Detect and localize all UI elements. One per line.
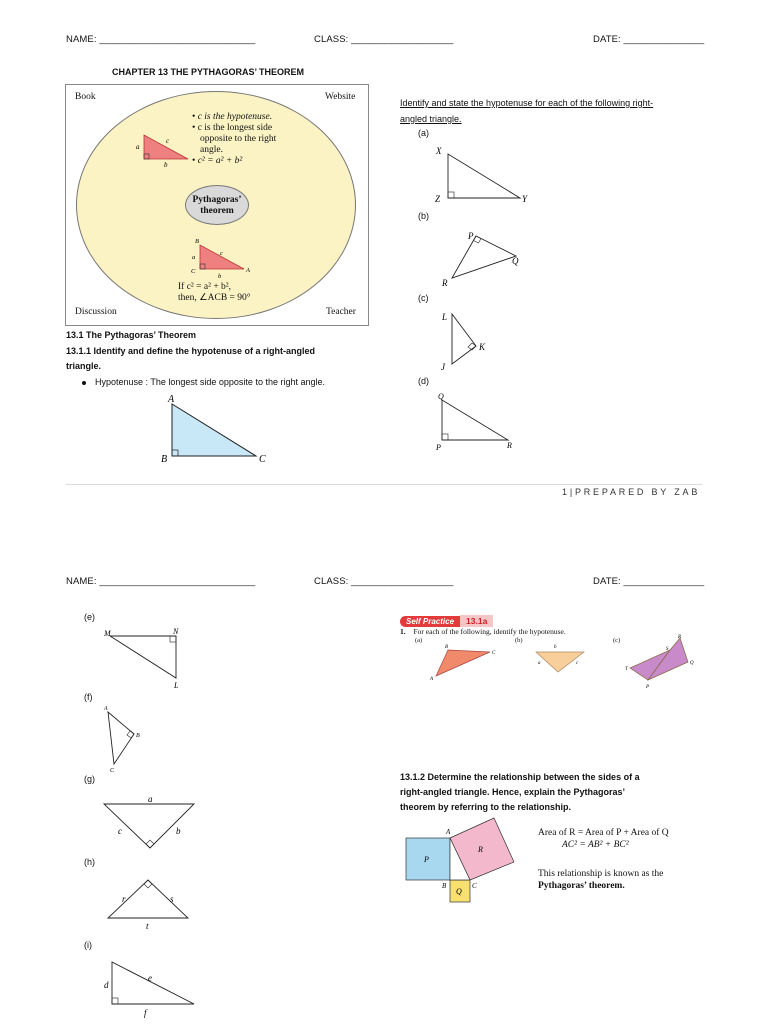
- footer-text: PREPARED BY ZAB: [574, 487, 701, 497]
- sp-triangle-b: [530, 640, 594, 680]
- known-line-1: This relationship is known as the: [538, 869, 664, 879]
- class-field-label: CLASS: ___________________: [314, 34, 454, 45]
- svg-text:K: K: [479, 342, 486, 352]
- footer-separator: |: [569, 487, 575, 497]
- svg-text:Z: Z: [435, 194, 441, 204]
- self-practice-question: [400, 627, 566, 636]
- page-divider: [66, 484, 702, 485]
- svg-text:R: R: [478, 845, 483, 854]
- svg-text:Q: Q: [438, 392, 444, 401]
- sp-triangles-c: [620, 632, 700, 694]
- triangle-jkl: [436, 306, 506, 374]
- svg-text:f: f: [144, 1008, 147, 1018]
- svg-text:P: P: [646, 685, 650, 690]
- svg-text:A: A: [430, 677, 434, 682]
- svg-text:e: e: [148, 973, 152, 983]
- corner-teacher: Teacher: [326, 307, 356, 317]
- fact-3-text: c² = a² + b²: [197, 156, 243, 166]
- svg-text:B: B: [442, 882, 447, 890]
- svg-text:c: c: [118, 826, 122, 836]
- pythagoras-note: [538, 868, 663, 892]
- name-field-label: NAME: _____________________________: [66, 34, 256, 45]
- section2-heading-2: right-angled triangle. Hence, explain the Pythagoras’: [400, 787, 626, 797]
- svg-text:M: M: [104, 629, 111, 638]
- svg-text:P: P: [424, 855, 429, 864]
- triangle-abc-f: [100, 702, 150, 776]
- part-h-label: (h): [84, 857, 95, 867]
- svg-text:R: R: [507, 441, 512, 450]
- sp-part-c-label: (c): [613, 637, 621, 644]
- fact-2-cont: opposite to the right: [200, 134, 277, 144]
- area-line-1: Area of R = Area of P + Area of Q: [538, 828, 669, 838]
- part-a-label: (a): [418, 128, 429, 138]
- hypotenuse-definition-text: Hypotenuse : The longest side opposite to the right angle.: [95, 377, 325, 387]
- concept-map: [65, 84, 369, 326]
- svg-text:P: P: [468, 231, 474, 241]
- center-line-1: Pythagoras’: [192, 195, 242, 205]
- svg-text:s: s: [170, 894, 174, 904]
- svg-text:d: d: [104, 980, 109, 990]
- svg-text:r: r: [122, 894, 126, 904]
- converse-line-1: If c² = a² + b²,: [178, 282, 232, 292]
- area-line-2: AC² = AB² + BC²: [562, 840, 629, 850]
- hypotenuse-definition: [82, 377, 325, 387]
- corner-website: Website: [325, 92, 356, 102]
- svg-text:a: a: [148, 794, 153, 804]
- svg-text:B: B: [445, 645, 449, 650]
- svg-text:L: L: [174, 681, 179, 690]
- chapter-title: CHAPTER 13 THE PYTHAGORAS’ THEOREM: [112, 67, 305, 77]
- section-subheading-1: 13.1.1 Identify and define the hypotenuse of a right-angled: [66, 346, 316, 356]
- svg-text:P: P: [436, 443, 441, 452]
- part-c-label: (c): [418, 293, 429, 303]
- svg-text:L: L: [442, 312, 448, 322]
- svg-text:b: b: [176, 826, 181, 836]
- pythagoras-squares-diagram: [402, 814, 522, 906]
- fact-1: • c is the hypotenuse.: [192, 112, 273, 122]
- part-f-label: (f): [84, 692, 93, 702]
- self-practice-badge: Self Practice: [400, 616, 460, 627]
- svg-text:A: A: [168, 394, 175, 405]
- svg-text:b: b: [164, 161, 168, 169]
- section-heading: 13.1 The Pythagoras’ Theorem: [66, 330, 197, 340]
- svg-text:C: C: [492, 651, 496, 656]
- converse-statement: [178, 282, 251, 304]
- converse-line-2: then, ∠ACB = 90°: [178, 293, 251, 303]
- svg-text:c: c: [576, 661, 579, 666]
- svg-text:Y: Y: [522, 194, 528, 204]
- area-relationship: [538, 827, 669, 851]
- triangle-xyz: [430, 140, 540, 212]
- bullet-dot: [82, 381, 86, 385]
- self-practice-number: 13.1a: [460, 615, 493, 627]
- svg-text:c: c: [166, 137, 170, 145]
- section2-heading-1: 13.1.2 Determine the relationship between the sides of a: [400, 772, 640, 782]
- svg-text:C: C: [110, 768, 115, 774]
- part-i-label: (i): [84, 940, 92, 950]
- triangle-pqr-2: [432, 388, 528, 454]
- svg-text:a: a: [136, 143, 140, 151]
- class-field-label-p2: CLASS: ___________________: [314, 576, 454, 587]
- exercise-instruction-1: Identify and state the hypotenuse for each of the following right-: [400, 98, 654, 108]
- svg-text:a: a: [192, 254, 196, 261]
- svg-text:c: c: [220, 250, 223, 257]
- svg-text:B: B: [136, 733, 140, 739]
- triangle-rst: [100, 872, 196, 932]
- svg-text:a: a: [538, 661, 541, 666]
- abc-triangle-blue: [158, 392, 274, 466]
- svg-text:J: J: [441, 362, 445, 372]
- known-line-2: Pythagoras’ theorem.: [538, 881, 625, 891]
- triangle-abc-g: [98, 792, 202, 856]
- section2-heading-3: theorem by referring to the relationship.: [400, 802, 572, 812]
- part-b-label: (b): [418, 211, 429, 221]
- svg-text:A: A: [246, 267, 250, 274]
- svg-text:T: T: [625, 667, 628, 672]
- part-g-label: (g): [84, 774, 95, 784]
- svg-text:B: B: [161, 454, 168, 465]
- fact-1-text: c is the hypotenuse.: [197, 112, 273, 122]
- svg-text:C: C: [191, 268, 196, 275]
- svg-text:t: t: [146, 921, 149, 931]
- triangle-def: [98, 954, 218, 1020]
- sp-triangle-a: [426, 640, 502, 682]
- name-field-label-p2: NAME: _____________________________: [66, 576, 256, 587]
- svg-text:b: b: [554, 645, 557, 650]
- svg-text:C: C: [472, 882, 477, 890]
- hypotenuse-facts: [192, 112, 276, 167]
- abc-triangle-small: [136, 129, 196, 169]
- svg-text:S: S: [666, 647, 669, 652]
- svg-text:A: A: [446, 828, 451, 836]
- svg-text:R: R: [678, 635, 682, 640]
- sp-part-a-label: (a): [415, 637, 423, 644]
- fact-2-cont2: angle.: [200, 145, 223, 155]
- svg-text:Q: Q: [512, 256, 519, 266]
- page-footer: [562, 487, 700, 497]
- part-d-label: (d): [418, 376, 429, 386]
- svg-text:b: b: [218, 273, 222, 279]
- svg-text:N: N: [173, 627, 179, 636]
- svg-text:C: C: [259, 454, 266, 465]
- pythagoras-center-node: [185, 185, 249, 225]
- svg-text:X: X: [436, 146, 442, 156]
- svg-text:A: A: [104, 706, 108, 712]
- triangle-pqr: [438, 228, 528, 290]
- fact-3: • c² = a² + b²: [192, 156, 243, 166]
- section-subheading-2: triangle.: [66, 361, 102, 371]
- corner-book: Book: [75, 92, 96, 102]
- part-e-label: (e): [84, 612, 95, 622]
- svg-text:B: B: [195, 238, 199, 245]
- svg-text:R: R: [442, 278, 448, 288]
- svg-text:Q: Q: [690, 661, 694, 666]
- fact-2-text: c is the longest side: [197, 123, 273, 133]
- triangle-lmn: [96, 624, 192, 690]
- center-line-2: theorem: [200, 206, 234, 216]
- question-text: For each of the following, identify the hypotenuse.: [413, 627, 566, 636]
- page-number: 1: [562, 487, 570, 497]
- date-field-label: DATE: _______________: [593, 34, 705, 45]
- date-field-label-p2: DATE: _______________: [593, 576, 705, 587]
- question-number: 1.: [400, 627, 406, 636]
- converse-triangle: [190, 237, 256, 279]
- sp-part-b-label: (b): [515, 637, 523, 644]
- corner-discussion: Discussion: [75, 307, 117, 317]
- fact-2: • c is the longest side: [192, 123, 273, 133]
- svg-text:Q: Q: [456, 887, 462, 896]
- exercise-instruction-2: angled triangle.: [400, 114, 462, 124]
